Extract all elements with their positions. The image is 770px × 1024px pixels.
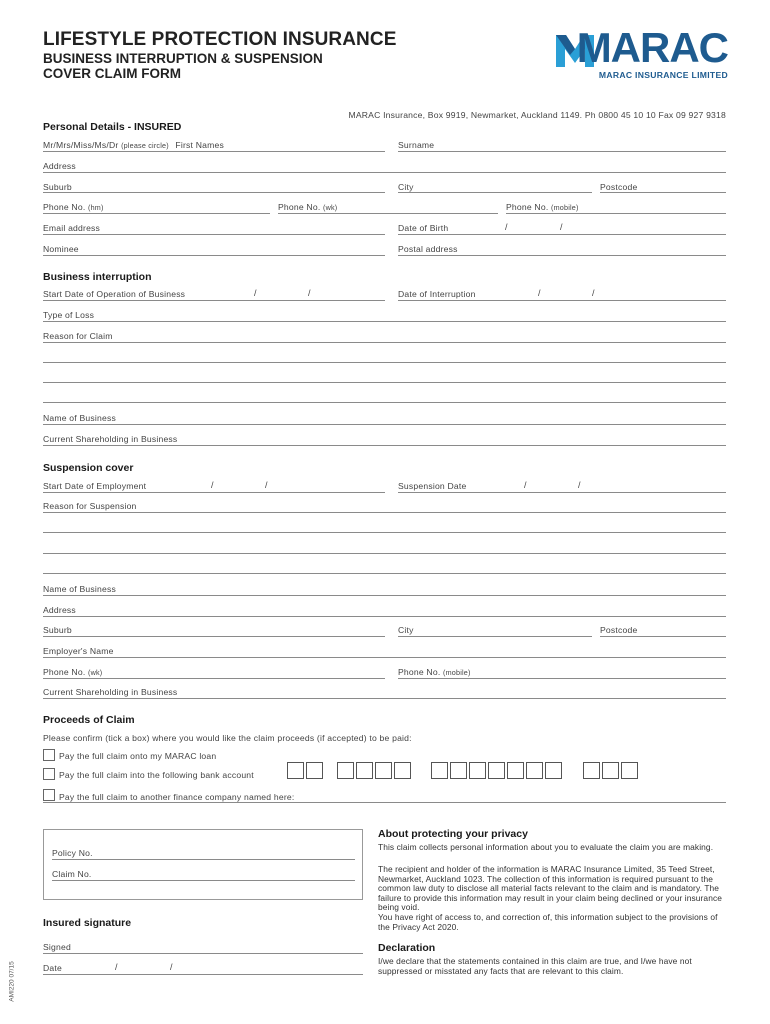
sign-date-field[interactable]: [43, 974, 363, 975]
suspension-date-label: Suspension Date: [398, 481, 467, 491]
form-title: LIFESTYLE PROTECTION INSURANCE: [43, 29, 397, 50]
bank-digit-box[interactable]: [507, 762, 524, 779]
suspension-heading: Suspension cover: [43, 462, 134, 474]
form-code: AMI220 07/15: [8, 961, 16, 1002]
business-name-field[interactable]: [43, 424, 726, 425]
suspension-phone-mobile-label: [398, 667, 471, 677]
bank-digit-box[interactable]: [545, 762, 562, 779]
bank-digit-box[interactable]: [356, 762, 373, 779]
bank-digit-box[interactable]: [526, 762, 543, 779]
bank-digit-box[interactable]: [287, 762, 304, 779]
office-use-box: [43, 829, 363, 900]
suspension-phone-wk-label: [43, 667, 102, 677]
suspension-phone-wk-text: Phone No.: [43, 667, 86, 677]
signature-heading: Insured signature: [43, 917, 132, 929]
interruption-slash-2: /: [592, 288, 595, 298]
suspension-business-name-label: Name of Business: [43, 584, 116, 594]
proceeds-instruction: Please confirm (tick a box) where you would like the claim proceeds (if accepted) to be paid:: [43, 733, 412, 743]
phone-mobile-label: [506, 202, 579, 212]
reason-claim-line-1[interactable]: [43, 342, 726, 343]
type-of-loss-field[interactable]: [43, 321, 726, 322]
suspension-business-name-field[interactable]: [43, 595, 726, 596]
phone-wk-tag: (wk): [323, 203, 338, 212]
reason-suspension-label: Reason for Suspension: [43, 501, 137, 511]
nominee-field[interactable]: [43, 255, 385, 256]
bank-digit-box[interactable]: [431, 762, 448, 779]
city-field[interactable]: [398, 192, 592, 193]
reason-suspension-line-3[interactable]: [43, 553, 726, 554]
start-operation-label: Start Date of Operation of Business: [43, 289, 186, 299]
phone-hm-text: Phone No.: [43, 202, 86, 212]
phone-wk-text: Phone No.: [278, 202, 321, 212]
employer-label: Employer's Name: [43, 646, 114, 656]
dob-slash-2: /: [560, 222, 563, 232]
reason-suspension-line-1[interactable]: [43, 512, 726, 513]
phone-hm-tag: (hm): [88, 203, 104, 212]
type-of-loss-label: Type of Loss: [43, 310, 95, 320]
reason-suspension-line-4[interactable]: [43, 573, 726, 574]
surname-field[interactable]: [398, 151, 726, 152]
suspension-address-label: Address: [43, 605, 76, 615]
dob-field[interactable]: [398, 234, 726, 235]
suspension-suburb-field[interactable]: [43, 636, 385, 637]
form-subtitle-line2: COVER CLAIM FORM: [43, 66, 181, 81]
interruption-date-label: Date of Interruption: [398, 289, 476, 299]
policy-no-label: Policy No.: [52, 848, 93, 858]
bank-digit-box[interactable]: [469, 762, 486, 779]
policy-no-field[interactable]: [52, 859, 355, 860]
bank-digit-box[interactable]: [306, 762, 323, 779]
postcode-field[interactable]: [600, 192, 726, 193]
address-field[interactable]: [43, 172, 726, 173]
first-names-field[interactable]: [43, 151, 385, 152]
suspension-phone-mobile-text: Phone No.: [398, 667, 441, 677]
phone-mobile-field[interactable]: [506, 213, 726, 214]
bank-account-label: Pay the full claim into the following bank account: [59, 770, 254, 780]
start-operation-slash-2: /: [308, 288, 311, 298]
signed-field[interactable]: [43, 953, 363, 954]
dob-slash-1: /: [505, 222, 508, 232]
business-shareholding-label: Current Shareholding in Business: [43, 434, 178, 444]
phone-hm-label: [43, 202, 104, 212]
suspension-date-field[interactable]: [398, 492, 726, 493]
logo-tagline: MARAC INSURANCE LIMITED: [598, 70, 728, 80]
interruption-date-field[interactable]: [398, 300, 726, 301]
start-employment-field[interactable]: [43, 492, 385, 493]
suspension-phone-wk-field[interactable]: [43, 678, 385, 679]
start-operation-slash-1: /: [254, 288, 257, 298]
postal-label: Postal address: [398, 244, 458, 254]
privacy-heading: About protecting your privacy: [378, 828, 528, 840]
phone-wk-field[interactable]: [278, 213, 498, 214]
interruption-slash-1: /: [538, 288, 541, 298]
claim-no-field[interactable]: [52, 880, 355, 881]
please-circle-note: (please circle): [121, 141, 169, 150]
suspension-postcode-label: Postcode: [600, 625, 638, 635]
reason-claim-line-2[interactable]: [43, 362, 726, 363]
bank-digit-box[interactable]: [337, 762, 354, 779]
bank-digit-box[interactable]: [621, 762, 638, 779]
proceeds-heading: Proceeds of Claim: [43, 714, 135, 726]
suspension-slash-1: /: [524, 480, 527, 490]
suspension-shareholding-field[interactable]: [43, 698, 726, 699]
suspension-city-label: City: [398, 625, 414, 635]
phone-mobile-tag: (mobile): [551, 203, 579, 212]
phone-mobile-text: Phone No.: [506, 202, 549, 212]
bank-digit-box[interactable]: [488, 762, 505, 779]
phone-hm-field[interactable]: [43, 213, 270, 214]
marac-loan-checkbox[interactable]: [43, 749, 55, 761]
title-label: [43, 140, 224, 150]
bank-account-checkbox[interactable]: [43, 768, 55, 780]
suspension-phone-mobile-tag: (mobile): [443, 668, 471, 677]
suspension-address-field[interactable]: [43, 616, 726, 617]
logo-wordmark: MARAC: [576, 24, 728, 71]
reason-claim-line-3[interactable]: [43, 382, 726, 383]
bank-digit-box[interactable]: [375, 762, 392, 779]
city-label: City: [398, 182, 414, 192]
dob-label: Date of Birth: [398, 223, 449, 233]
signed-label: Signed: [43, 942, 71, 952]
form-subtitle-line1: BUSINESS INTERRUPTION & SUSPENSION: [43, 51, 323, 66]
surname-label: Surname: [398, 140, 435, 150]
reason-claim-label: Reason for Claim: [43, 331, 113, 341]
marac-logo: [556, 24, 728, 82]
start-operation-field[interactable]: [43, 300, 385, 301]
bank-digit-box[interactable]: [394, 762, 411, 779]
reason-suspension-line-2[interactable]: [43, 532, 726, 533]
postal-field[interactable]: [398, 255, 726, 256]
other-finance-field[interactable]: [43, 802, 726, 803]
bank-digit-box[interactable]: [450, 762, 467, 779]
title-options: Mr/Mrs/Miss/Ms/Dr: [43, 140, 119, 150]
privacy-paragraph-2: The recipient and holder of the information is MARAC Insurance Limited, 35 Teed Street, Newmarket, Auckland 1023. The collection of this information is required pursuant to the common law duty to disclose all material facts relevant to the claim and is mandatory. The failure to provide this information may result in your claim being declined or your insurance being void.: [378, 864, 722, 913]
suburb-label: Suburb: [43, 182, 72, 192]
first-names-label: First Names: [175, 140, 224, 150]
start-employment-slash-2: /: [265, 480, 268, 490]
company-address: MARAC Insurance, Box 9919, Newmarket, Auckland 1149. Ph 0800 45 10 10 Fax 09 927 9318: [348, 110, 726, 120]
other-finance-checkbox[interactable]: [43, 789, 55, 801]
suspension-slash-2: /: [578, 480, 581, 490]
nominee-label: Nominee: [43, 244, 79, 254]
suspension-phone-mobile-field[interactable]: [398, 678, 726, 679]
business-shareholding-field[interactable]: [43, 445, 726, 446]
bank-account-digits[interactable]: [287, 762, 647, 780]
postcode-label: Postcode: [600, 182, 638, 192]
sign-date-slash-1: /: [115, 962, 118, 972]
marac-loan-label: Pay the full claim onto my MARAC loan: [59, 751, 217, 761]
declaration-heading: Declaration: [378, 942, 436, 954]
suspension-phone-wk-tag: (wk): [88, 668, 103, 677]
suspension-postcode-field[interactable]: [600, 636, 726, 637]
sign-date-slash-2: /: [170, 962, 173, 972]
sign-date-label: Date: [43, 963, 62, 973]
suspension-suburb-label: Suburb: [43, 625, 72, 635]
declaration-text: I/we declare that the statements contained in this claim are true, and I/we have not suppressed or misstated any facts that are relevant to this claim.: [378, 956, 692, 976]
suburb-field[interactable]: [43, 192, 385, 193]
suspension-city-field[interactable]: [398, 636, 592, 637]
reason-claim-line-4[interactable]: [43, 402, 726, 403]
phone-wk-label: [278, 202, 337, 212]
bank-digit-box[interactable]: [583, 762, 600, 779]
bank-digit-box[interactable]: [602, 762, 619, 779]
email-field[interactable]: [43, 234, 385, 235]
claim-no-label: Claim No.: [52, 869, 92, 879]
start-employment-label: Start Date of Employment: [43, 481, 147, 491]
email-label: Email address: [43, 223, 101, 233]
suspension-shareholding-label: Current Shareholding in Business: [43, 687, 178, 697]
start-employment-slash-1: /: [211, 480, 214, 490]
employer-field[interactable]: [43, 657, 726, 658]
business-heading: Business interruption: [43, 271, 152, 283]
privacy-paragraph-1: This claim collects personal information about you to evaluate the claim you are making.: [378, 842, 714, 852]
other-finance-label: Pay the full claim to another finance company named here:: [59, 792, 295, 802]
privacy-paragraph-3: You have right of access to, and correction of, this information subject to the provisions of the Privacy Act 2020.: [378, 912, 718, 932]
address-label: Address: [43, 161, 76, 171]
personal-heading: Personal Details - INSURED: [43, 121, 182, 133]
business-name-label: Name of Business: [43, 413, 116, 423]
